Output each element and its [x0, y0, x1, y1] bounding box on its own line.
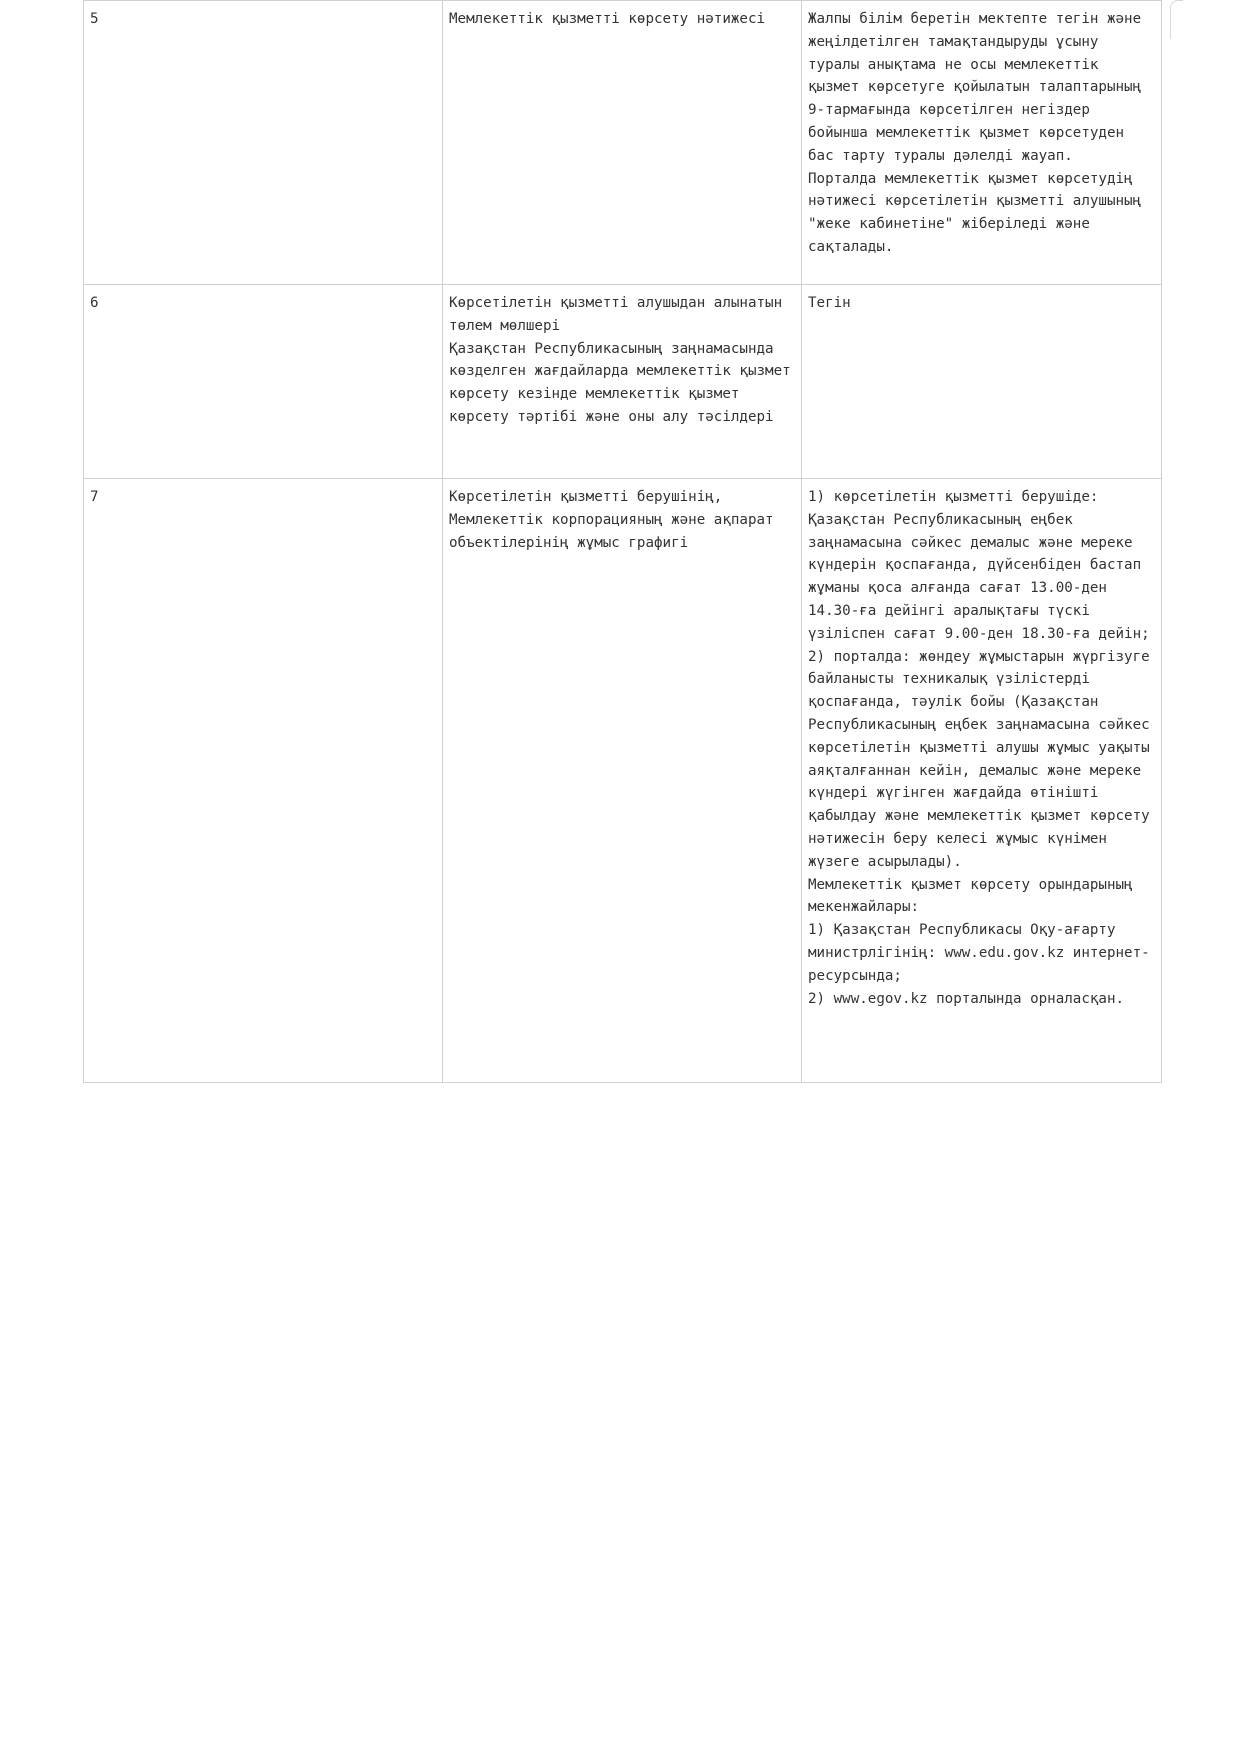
table-row — [84, 479, 1162, 1083]
row-value: Тегін — [802, 285, 1162, 479]
row-value: Жалпы білім беретін мектепте тегін және жеңілдетілген тамақтандыруды ұсыну туралы анықтама не осы мемлекеттік қызмет көрсетуге қойылатын талаптарының 9-тармағында көрсетілген негіздер бойынша мемлекеттік қызмет көрсетуден бас тарту туралы дәлелді жауап. Порталда мемлекеттік қызмет көрсетудің нәтижесі көрсетілетін қызметті алушының "жеке кабинетіне" жіберіледі және сақталады. — [802, 1, 1162, 285]
row-label: Көрсетілетін қызметті алушыдан алынатын төлем мөлшері Қазақстан Республикасының заңнамасында көзделген жағдайларда мемлекеттік қызмет көрсету кезінде мемлекеттік қызмет көрсету тәртібі және оны алу тәсілдері — [443, 285, 802, 479]
service-standard-table — [83, 0, 1162, 1083]
row-label: Көрсетілетін қызметті берушінің, Мемлекеттік корпорацияның және ақпарат объектілерінің жұмыс графигі — [443, 479, 802, 1083]
table-row — [84, 1, 1162, 285]
table-row — [84, 285, 1162, 479]
page-corner-decoration — [1170, 0, 1183, 39]
row-value: 1) көрсетілетін қызметті берушіде: Қазақстан Республикасының еңбек заңнамасына сәйкес демалыс және мереке күндерін қоспағанда, дүйсенбіден бастап жұманы қоса алғанда сағат 13.00-ден 14.30-ға дейінгі аралықтағы түскі үзіліспен сағат 9.00-ден 18.30-ға дейін; 2) порталда: жөндеу жұмыстарын жүргізуге байланысты техникалық үзілістерді қоспағанда, тәулік бойы (Қазақстан Республикасының еңбек заңнамасына сәйкес көрсетілетін қызметті алушы жұмыс уақыты аяқталғаннан кейін, демалыс және мереке күндері жүгінген жағдайда өтінішті қабылдау және мемлекеттік қызмет көрсету нәтижесін беру келесі жұмыс күнімен жүзеге асырылады). Мемлекеттік қызмет көрсету орындарының мекенжайлары: 1) Қазақстан Республикасы Оқу-ағарту министрлігінің: www.edu.gov.kz интернет-ресурсында; 2) www.egov.kz порталында орналасқан. — [802, 479, 1162, 1083]
row-number: 7 — [84, 479, 443, 1083]
row-label: Мемлекеттік қызметті көрсету нәтижесі — [443, 1, 802, 285]
row-number: 5 — [84, 1, 443, 285]
row-number: 6 — [84, 285, 443, 479]
